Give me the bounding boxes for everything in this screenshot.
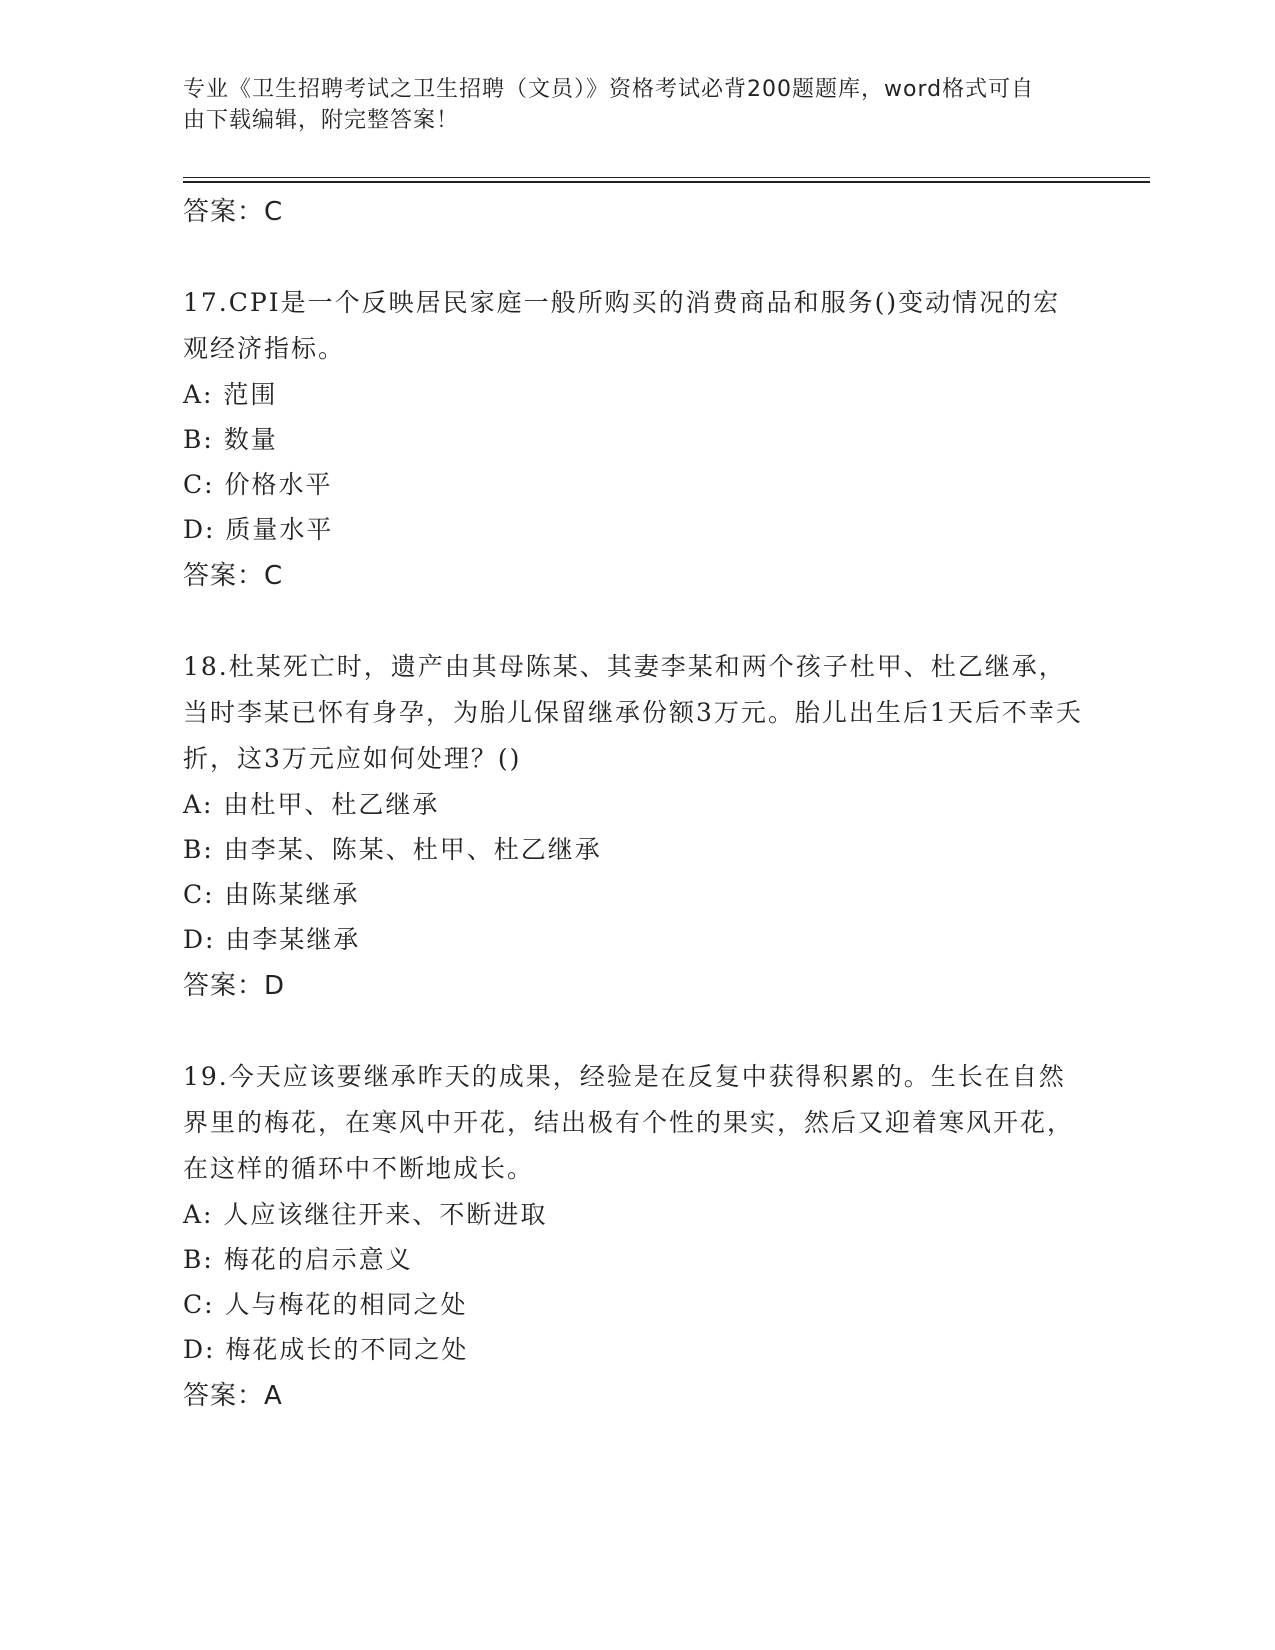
answer-line: 答案：D [183,971,286,1001]
question-block-18 [183,644,1083,1010]
option-d: D: 质量水平 [183,515,334,544]
option-a: A: 范围 [183,380,278,409]
option-a: A: 人应该继往开来、不断进取 [183,1200,548,1229]
option-a: A: 由杜甲、杜乙继承 [183,790,440,819]
option-c: C: 人与梅花的相同之处 [183,1290,468,1319]
question-block-17 [183,280,1083,600]
option-b: B: 梅花的启示意义 [183,1245,413,1274]
question-content [183,188,1083,1420]
question-text: 18.杜某死亡时，遗产由其母陈某、其妻李某和两个孩子杜甲、杜乙继承，当时李某已怀有身孕，为胎儿保留继承份额3万元。胎儿出生后1天后不幸夭折，这3万元应如何处理？() [183,652,1083,773]
header-divider-thin [183,177,1150,178]
header-divider-thick [183,181,1150,183]
option-d: D: 由李某继承 [183,925,361,954]
document-header: 专业《卫生招聘考试之卫生招聘（文员）》资格考试必背200题题库，word格式可自由下载编辑，附完整答案！ [183,77,1035,133]
option-c: C: 由陈某继承 [183,880,360,909]
option-b: B: 由李某、陈某、杜甲、杜乙继承 [183,835,602,864]
answer-line: 答案：C [183,561,284,591]
option-d: D: 梅花成长的不同之处 [183,1335,469,1364]
previous-answer: 答案：C [183,197,284,227]
option-c: C: 价格水平 [183,470,333,499]
question-text: 19.今天应该要继承昨天的成果，经验是在反复中获得积累的。生长在自然界里的梅花，在寒风中开花，结出极有个性的果实，然后又迎着寒风开花，在这样的循环中不断地成长。 [183,1062,1075,1183]
option-b: B: 数量 [183,425,278,454]
question-block-19 [183,1054,1083,1420]
question-text: 17.CPI是一个反映居民家庭一般所购买的消费商品和服务()变动情况的宏观经济指标。 [183,288,1061,363]
answer-line: 答案：A [183,1381,283,1411]
